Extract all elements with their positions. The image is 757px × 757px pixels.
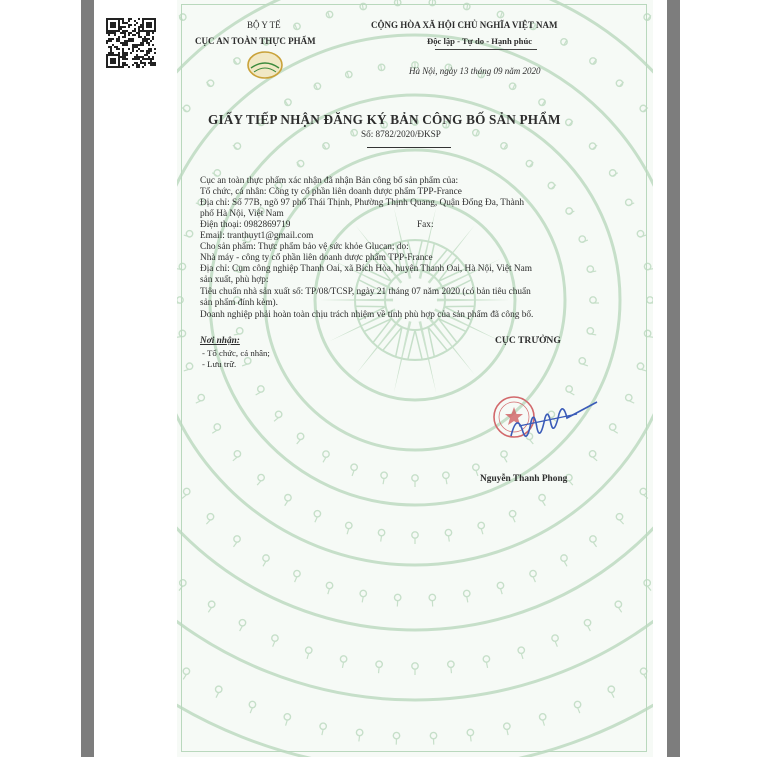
recipient-item: - Tổ chức, cá nhân; bbox=[202, 348, 270, 358]
body-line-2: Tổ chức, cá nhân: Công ty cổ phần liên doanh dược phẩm TPP-France bbox=[200, 187, 462, 197]
country-name: CỘNG HÒA XÃ HỘI CHỦ NGHĨA VIỆT NAM bbox=[371, 20, 558, 30]
body-fax: Fax: bbox=[417, 220, 434, 230]
registration-number: Số: 8782/2020/ĐKSP bbox=[361, 129, 441, 139]
signature-scribble bbox=[507, 392, 603, 452]
body-product: Cho sản phẩm: Thực phẩm bảo vệ sức khỏe Glucan; do: bbox=[200, 242, 409, 252]
department-name: CỤC AN TOÀN THỰC PHẨM bbox=[195, 36, 316, 46]
body-factory: Nhà máy - công ty cổ phần liên doanh dược phẩm TPP-France bbox=[200, 253, 433, 263]
left-border-bar bbox=[81, 0, 94, 757]
signatory-role: CỤC TRƯỞNG bbox=[495, 335, 561, 346]
motto-underline bbox=[435, 49, 537, 50]
vfa-logo bbox=[246, 50, 284, 80]
signatory-name: Nguyễn Thanh Phong bbox=[480, 474, 568, 484]
body-line-1: Cục an toàn thực phẩm xác nhận đã nhận Bản công bố sản phẩm của: bbox=[200, 176, 459, 186]
recipients-heading: Nơi nhận: bbox=[200, 336, 240, 346]
document-title: GIẤY TIẾP NHẬN ĐĂNG KÝ BẢN CÔNG BỐ SẢN PHẨM bbox=[208, 112, 561, 127]
body-conformity: sản xuất, phù hợp: bbox=[200, 275, 269, 285]
qr-code bbox=[106, 18, 156, 68]
body-responsibility: Doanh nghiệp phải hoàn toàn chịu trách nhiệm về tính phù hợp của sản phẩm đã công bố. bbox=[200, 310, 534, 320]
document-page bbox=[177, 0, 653, 757]
title-underline bbox=[367, 147, 451, 148]
body-factory-address: Địa chỉ: Cụm công nghiệp Thanh Oai, xã Bích Hòa, huyện Thanh Oai, Hà Nội, Việt Nam bbox=[200, 264, 532, 274]
place-date: Hà Nội, ngày 13 tháng 09 năm 2020 bbox=[409, 66, 541, 76]
body-standard: Tiêu chuẩn nhà sản xuất số: TP/08/TCSP, ngày 21 tháng 07 năm 2020 (có bản tiêu chuẩn bbox=[200, 287, 531, 297]
motto: Độc lập - Tự do - Hạnh phúc bbox=[427, 36, 533, 46]
body-line-3: Địa chỉ: Số 77B, ngõ 97 phố Thái Thịnh, Phường Thịnh Quang, Quận Đống Đa, Thành bbox=[200, 198, 525, 208]
right-border-bar bbox=[667, 0, 680, 757]
ministry-name: BỘ Y TẾ bbox=[247, 20, 281, 30]
body-line-4: phố Hà Nội, Việt Nam bbox=[200, 209, 284, 219]
recipient-item: - Lưu trữ. bbox=[202, 359, 237, 369]
body-standard-cont: sản phẩm đính kèm). bbox=[200, 298, 278, 308]
body-phone: Điện thoại: 0982869719 bbox=[200, 220, 291, 230]
body-email: Email: tranthuyt1@gmail.com bbox=[200, 231, 314, 241]
